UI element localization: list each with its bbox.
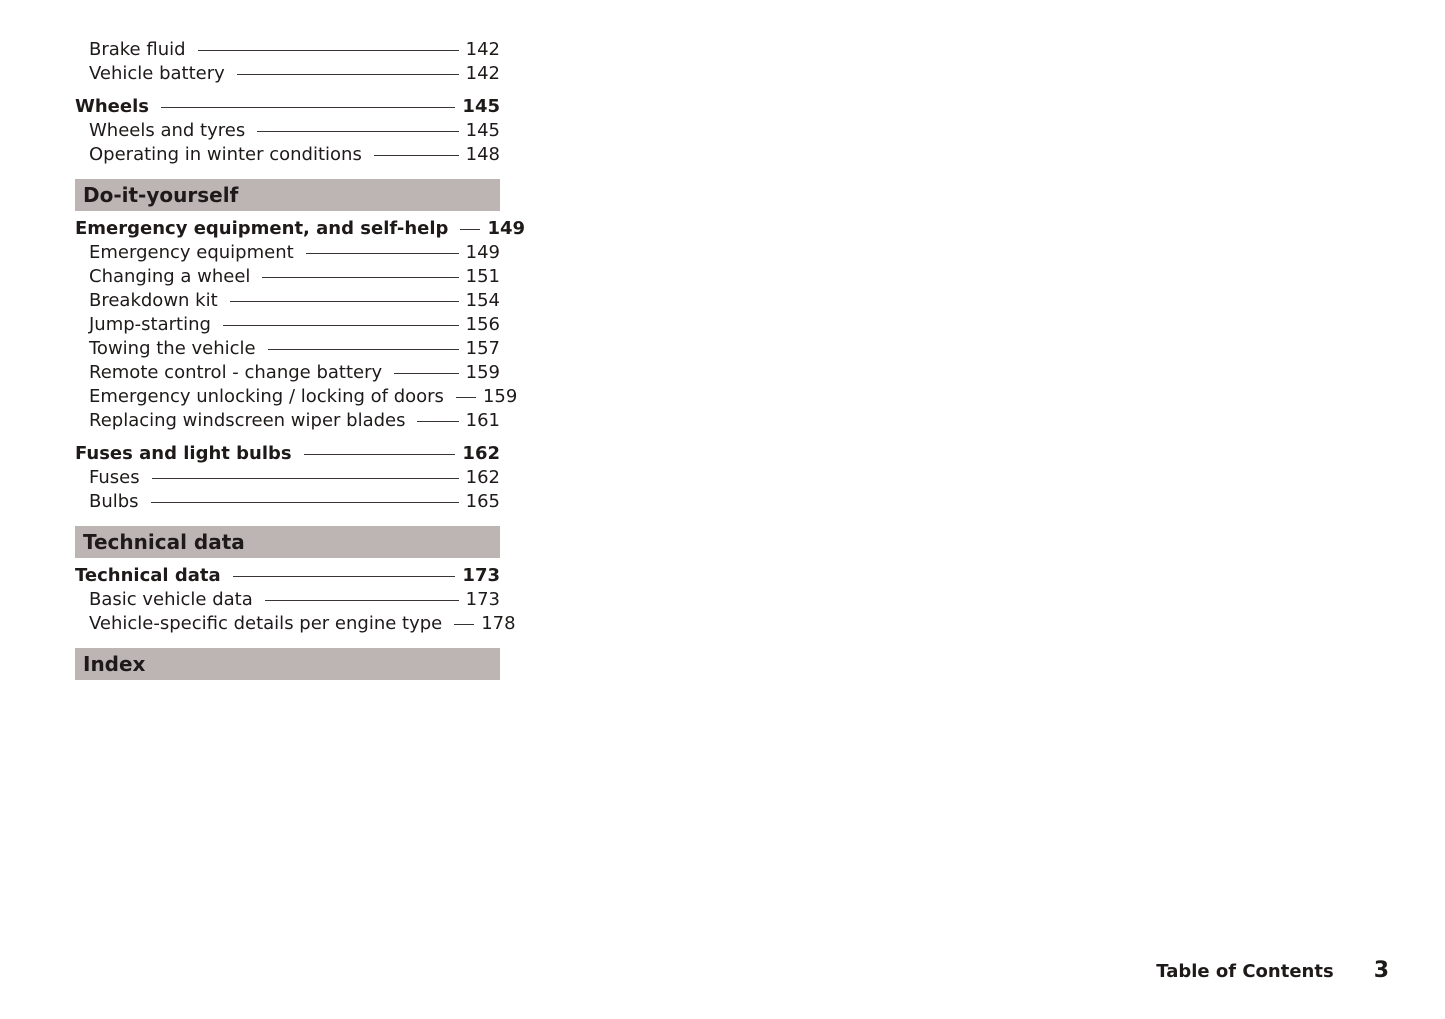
toc-chapter-entry[interactable] [75, 442, 500, 466]
toc-entry-label: Fuses and light bulbs [75, 443, 292, 464]
toc-leader-line [257, 131, 458, 132]
toc-entry-page: 161 [465, 410, 500, 431]
toc-entry-label: Changing a wheel [89, 266, 251, 287]
toc-entry[interactable] [75, 490, 500, 514]
toc-entry-page: 148 [465, 144, 500, 165]
toc-entry-page: 149 [465, 242, 500, 263]
toc-leader-line [233, 576, 456, 577]
footer-page-number: 3 [1373, 958, 1389, 983]
toc-entry-label: Fuses [89, 467, 140, 488]
toc-entry[interactable] [75, 385, 518, 409]
toc-entry[interactable] [75, 38, 500, 62]
toc-entry-label: Technical data [75, 565, 221, 586]
toc-leader-line [265, 600, 459, 601]
toc-entry-page: 142 [465, 39, 500, 60]
toc-leader-line [456, 397, 476, 398]
toc-entry-page: 149 [487, 218, 526, 239]
toc-entry-label: Breakdown kit [89, 290, 218, 311]
toc-entry-page: 165 [465, 491, 500, 512]
toc-chapter-entry[interactable] [75, 95, 500, 119]
toc-entry[interactable] [75, 143, 500, 167]
page-footer [1156, 958, 1389, 983]
toc-entry-label: Bulbs [89, 491, 139, 512]
toc-entry-page: 159 [482, 386, 518, 407]
toc-entry-page: 145 [462, 96, 500, 117]
toc-leader-line [152, 478, 459, 479]
toc-entry[interactable] [75, 241, 500, 265]
toc-entry[interactable] [75, 361, 500, 385]
toc-entry-page: 173 [462, 565, 500, 586]
toc-entry-label: Vehicle-specific details per engine type [89, 613, 443, 634]
toc-chapter-entry[interactable] [75, 564, 500, 588]
toc-leader-line [198, 50, 459, 51]
toc-leader-line [394, 373, 458, 374]
toc-entry-label: Replacing windscreen wiper blades [89, 410, 406, 431]
toc-entry-page: 151 [465, 266, 500, 287]
toc-entry-page: 173 [465, 589, 500, 610]
toc-leader-line [223, 325, 459, 326]
toc-entry[interactable] [75, 313, 500, 337]
toc-entry-label: Emergency equipment [89, 242, 294, 263]
toc-entry-page: 154 [465, 290, 500, 311]
toc-leader-line [374, 155, 459, 156]
toc-entry[interactable] [75, 612, 516, 636]
toc-entry-page: 162 [462, 443, 500, 464]
toc-entry-label: Vehicle battery [89, 63, 225, 84]
toc-entry-label: Emergency equipment, and self-help [75, 218, 449, 239]
section-heading-do-it-yourself: Do-it-yourself [75, 179, 500, 211]
toc-entry-label: Basic vehicle data [89, 589, 253, 610]
section-heading-technical-data: Technical data [75, 526, 500, 558]
toc-entry-label: Jump-starting [89, 314, 211, 335]
toc-entry[interactable] [75, 119, 500, 143]
toc-leader-line [262, 277, 458, 278]
toc-entry[interactable] [75, 289, 500, 313]
section-heading-index: Index [75, 648, 500, 680]
toc-entry-label: Wheels [75, 96, 149, 117]
toc-entry-label: Remote control - change battery [89, 362, 383, 383]
toc-leader-line [237, 74, 459, 75]
toc-leader-line [161, 107, 455, 108]
toc-leader-line [151, 502, 459, 503]
toc-entry-page: 162 [465, 467, 500, 488]
toc-entry-page: 145 [465, 120, 500, 141]
table-of-contents [75, 38, 526, 680]
toc-leader-line [306, 253, 459, 254]
toc-entry-label: Wheels and tyres [89, 120, 246, 141]
toc-entry-label: Towing the vehicle [89, 338, 256, 359]
toc-entry-page: 142 [465, 63, 500, 84]
toc-entry-label: Operating in winter conditions [89, 144, 362, 165]
toc-leader-line [417, 421, 458, 422]
toc-entry-page: 159 [465, 362, 500, 383]
toc-entry-page: 156 [465, 314, 500, 335]
toc-entry-page: 178 [481, 613, 516, 634]
toc-leader-line [268, 349, 459, 350]
toc-leader-line [230, 301, 459, 302]
toc-leader-line [454, 624, 474, 625]
toc-entry[interactable] [75, 62, 500, 86]
toc-entry-label: Emergency unlocking / locking of doors [89, 386, 444, 407]
toc-entry[interactable] [75, 466, 500, 490]
toc-entry-label: Brake fluid [89, 39, 186, 60]
toc-entry[interactable] [75, 588, 500, 612]
toc-entry-page: 157 [465, 338, 500, 359]
toc-entry[interactable] [75, 265, 500, 289]
toc-leader-line [304, 454, 456, 455]
footer-title: Table of Contents [1156, 961, 1334, 982]
toc-leader-line [460, 229, 480, 230]
toc-entry[interactable] [75, 337, 500, 361]
toc-entry[interactable] [75, 409, 500, 433]
toc-chapter-entry[interactable] [75, 217, 526, 241]
